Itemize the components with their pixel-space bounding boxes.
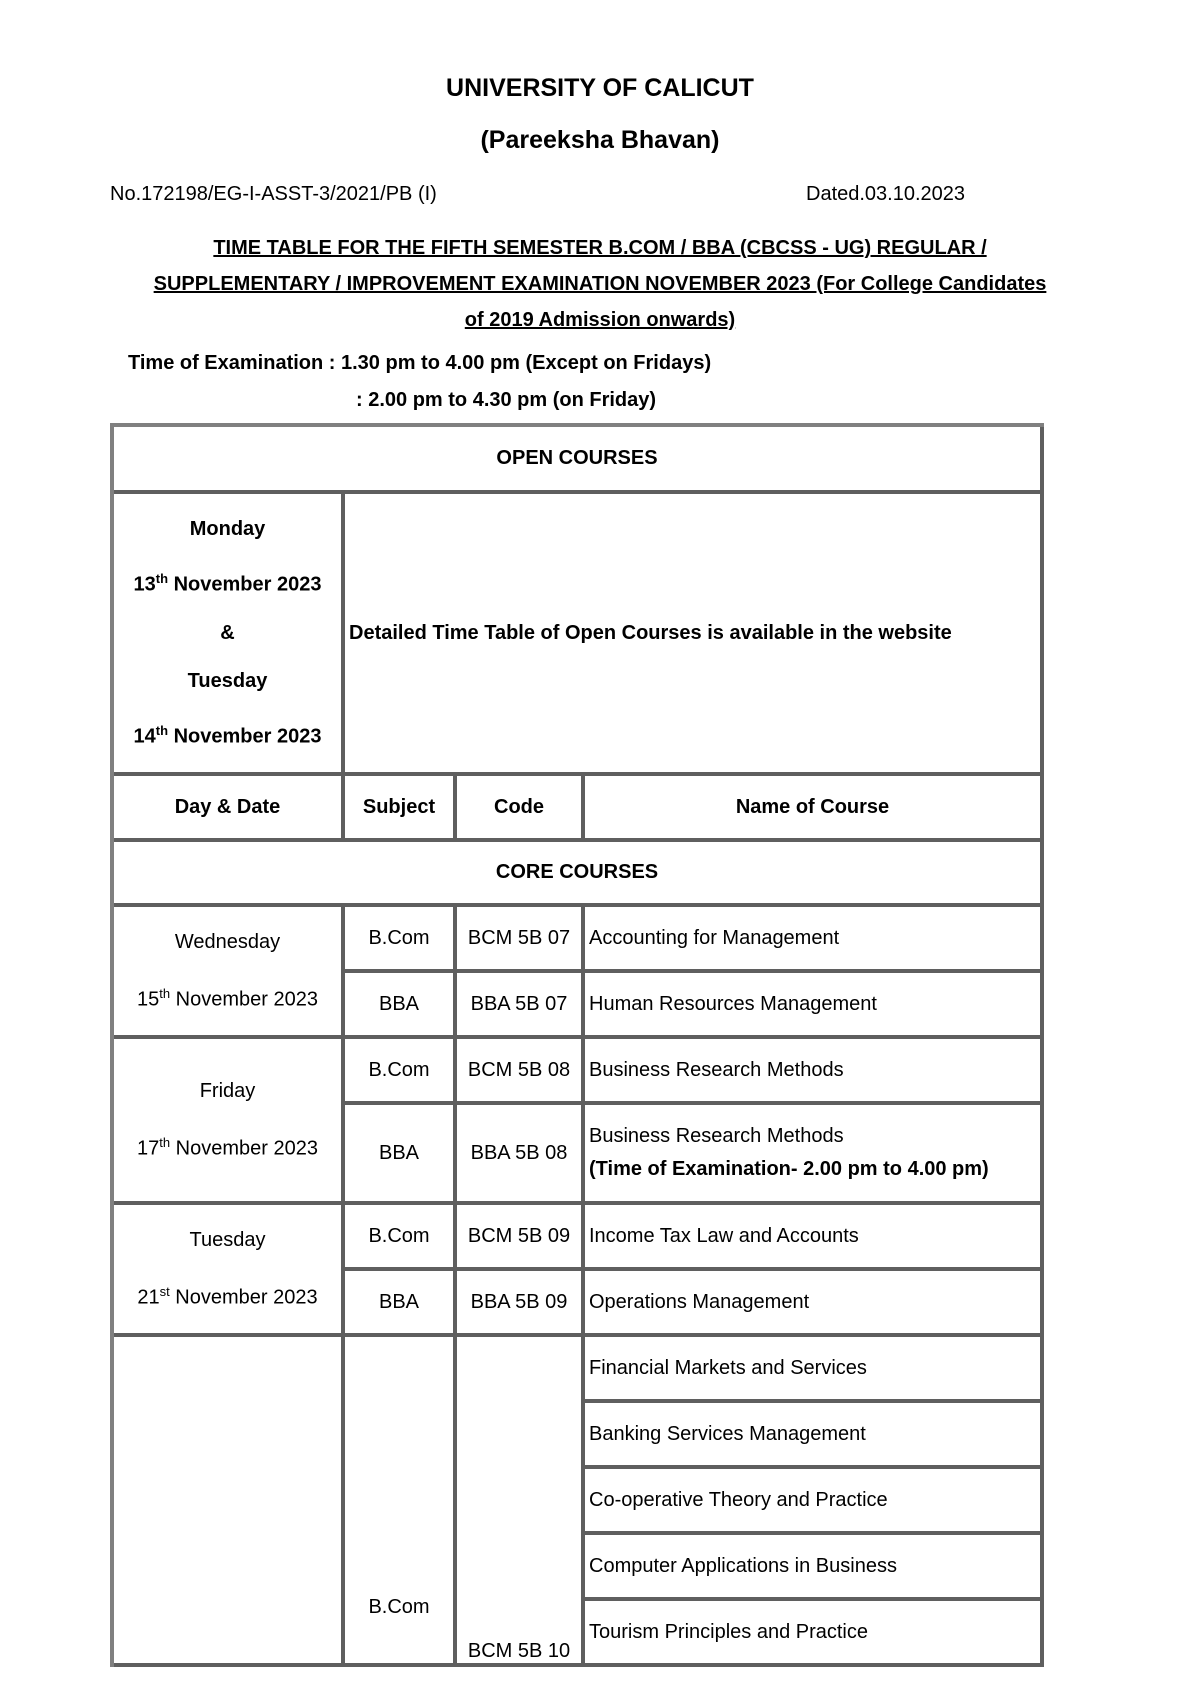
exam-day: Wednesday: [174, 931, 281, 954]
course-name-cell: Computer Applications in Business: [585, 1535, 1044, 1601]
course-name-cell: Financial Markets and Services: [585, 1337, 1044, 1403]
open-day-1: Monday: [189, 518, 266, 541]
table-row: [114, 1205, 1044, 1271]
subject-cell: BBA: [345, 973, 457, 1039]
reference-number: No.172198/EG-I-ASST-3/2021/PB (I): [110, 183, 437, 205]
exam-day-date-empty: [114, 1337, 345, 1667]
open-courses-schedule-row: [114, 494, 1044, 776]
subject-cell: B.Com: [345, 1337, 457, 1667]
open-day-2: Tuesday: [187, 670, 268, 692]
open-date-2: 14th November 2023: [133, 723, 322, 748]
university-title: UNIVERSITY OF CALICUT: [446, 74, 754, 102]
code-cell: BCM 5B 08: [457, 1039, 585, 1105]
office-subtitle: (Pareeksha Bhavan): [480, 126, 720, 154]
code-cell: BBA 5B 09: [457, 1271, 585, 1337]
course-name-cell: [585, 1105, 1044, 1205]
subject-cell: B.Com: [345, 907, 457, 973]
exam-date: 17th November 2023: [137, 1135, 318, 1160]
exam-date: 15th November 2023: [137, 986, 318, 1011]
open-courses-note: Detailed Time Table of Open Courses is available in the website: [345, 494, 1044, 776]
subject-cell: B.Com: [345, 1039, 457, 1105]
subject-cell: BBA: [345, 1105, 457, 1205]
code-cell: BBA 5B 08: [457, 1105, 585, 1205]
course-name: Business Research Methods: [589, 1125, 844, 1147]
code-cell: BCM 5B 10: [457, 1337, 585, 1667]
col-header-course-name: Name of Course: [585, 776, 1044, 842]
exam-time-regular: Time of Examination : 1.30 pm to 4.00 pm (Except on Fridays): [128, 352, 712, 374]
timetable: [110, 423, 1044, 1667]
open-ampersand: &: [220, 622, 235, 644]
column-header-row: [114, 776, 1044, 842]
open-courses-title: OPEN COURSES: [114, 427, 1044, 494]
course-name-cell: Income Tax Law and Accounts: [585, 1205, 1044, 1271]
col-header-day-date: Day & Date: [114, 776, 345, 842]
core-courses-row: [114, 842, 1044, 907]
code-cell: BBA 5B 07: [457, 973, 585, 1039]
exam-time-friday: : 2.00 pm to 4.30 pm (on Friday): [356, 389, 657, 411]
exam-day: Tuesday: [189, 1229, 266, 1252]
exam-day-date: [114, 1205, 345, 1337]
exam-date: 21st November 2023: [137, 1284, 318, 1309]
heading-line-3: of 2019 Admission onwards): [464, 309, 736, 331]
core-courses-title: CORE COURSES: [114, 842, 1044, 907]
exam-day-date: [114, 907, 345, 1039]
exam-day: Friday: [199, 1080, 256, 1103]
heading-line-2: SUPPLEMENTARY / IMPROVEMENT EXAMINATION NOVEMBER 2023 (For College Candidates: [153, 273, 1047, 295]
table-row: [114, 1337, 1044, 1403]
course-name-cell: Banking Services Management: [585, 1403, 1044, 1469]
open-courses-row: [114, 427, 1044, 494]
course-name-cell: Business Research Methods: [585, 1039, 1044, 1105]
code-cell: BCM 5B 09: [457, 1205, 585, 1271]
course-name-cell: Tourism Principles and Practice: [585, 1601, 1044, 1667]
col-header-subject: Subject: [345, 776, 457, 842]
course-time-note: (Time of Examination- 2.00 pm to 4.00 pm): [589, 1158, 989, 1180]
course-name-cell: Operations Management: [585, 1271, 1044, 1337]
course-name-cell: Accounting for Management: [585, 907, 1044, 973]
course-name-cell: Human Resources Management: [585, 973, 1044, 1039]
table-row: [114, 907, 1044, 973]
open-date-1: 13th November 2023: [133, 571, 322, 596]
subject-cell: B.Com: [345, 1205, 457, 1271]
table-row: [114, 1039, 1044, 1105]
open-courses-dates: [114, 494, 345, 776]
code-cell: BCM 5B 07: [457, 907, 585, 973]
issue-date: Dated.03.10.2023: [806, 183, 966, 205]
course-name-cell: Co-operative Theory and Practice: [585, 1469, 1044, 1535]
subject-cell: BBA: [345, 1271, 457, 1337]
heading-line-1: TIME TABLE FOR THE FIFTH SEMESTER B.COM / BBA (CBCSS - UG) REGULAR /: [213, 237, 987, 259]
col-header-code: Code: [457, 776, 585, 842]
timetable-heading: [100, 230, 1100, 338]
exam-day-date: [114, 1039, 345, 1205]
